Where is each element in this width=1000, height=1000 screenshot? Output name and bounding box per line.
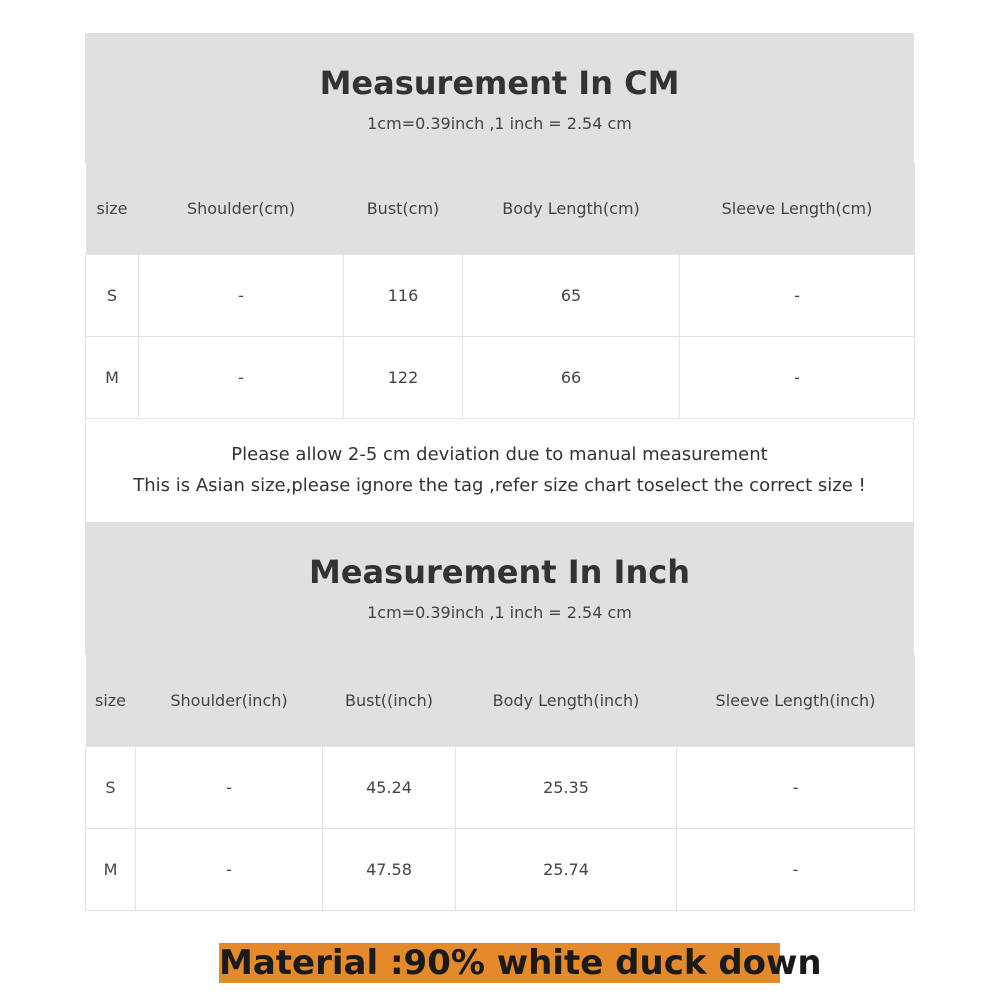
header-sleeve-length: Sleeve Length(cm) bbox=[680, 163, 915, 255]
inch-size-table bbox=[85, 655, 915, 911]
cm-title-area bbox=[85, 33, 914, 163]
cell-body-length: 66 bbox=[463, 337, 680, 419]
cell-sleeve-length: - bbox=[680, 337, 915, 419]
header-size: size bbox=[86, 163, 139, 255]
cell-bust: 116 bbox=[344, 255, 463, 337]
cell-shoulder: - bbox=[139, 255, 344, 337]
inch-table-title: Measurement In Inch bbox=[309, 553, 690, 591]
cell-shoulder: - bbox=[136, 829, 323, 911]
material-label: Material :90% white duck down bbox=[219, 943, 822, 983]
cell-size: S bbox=[86, 255, 139, 337]
asian-size-note: This is Asian size,please ignore the tag ,refer size chart toselect the correct size ! bbox=[133, 475, 866, 496]
table-row bbox=[86, 255, 915, 337]
cell-bust: 45.24 bbox=[323, 747, 456, 829]
table-row bbox=[86, 337, 915, 419]
header-shoulder: Shoulder(cm) bbox=[139, 163, 344, 255]
cell-size: M bbox=[86, 337, 139, 419]
header-shoulder: Shoulder(inch) bbox=[136, 655, 323, 747]
header-bust: Bust(cm) bbox=[344, 163, 463, 255]
cell-bust: 47.58 bbox=[323, 829, 456, 911]
cell-bust: 122 bbox=[344, 337, 463, 419]
cell-size: M bbox=[86, 829, 136, 911]
inch-table-section bbox=[85, 522, 914, 911]
cell-sleeve-length: - bbox=[677, 747, 915, 829]
inch-table-subtitle: 1cm=0.39inch ,1 inch = 2.54 cm bbox=[367, 603, 632, 622]
header-size: size bbox=[86, 655, 136, 747]
cm-table-title: Measurement In CM bbox=[319, 64, 680, 102]
inch-title-area bbox=[85, 522, 914, 655]
table-header-row bbox=[86, 655, 915, 747]
table-header-row bbox=[86, 163, 915, 255]
cm-size-table bbox=[85, 163, 915, 419]
deviation-note: Please allow 2-5 cm deviation due to manual measurement bbox=[231, 444, 768, 465]
header-sleeve-length: Sleeve Length(inch) bbox=[677, 655, 915, 747]
cell-body-length: 25.35 bbox=[456, 747, 677, 829]
header-body-length: Body Length(inch) bbox=[456, 655, 677, 747]
cell-sleeve-length: - bbox=[677, 829, 915, 911]
table-row bbox=[86, 747, 915, 829]
cell-size: S bbox=[86, 747, 136, 829]
cell-shoulder: - bbox=[136, 747, 323, 829]
cm-table-subtitle: 1cm=0.39inch ,1 inch = 2.54 cm bbox=[367, 114, 632, 133]
cell-body-length: 25.74 bbox=[456, 829, 677, 911]
measurement-notes bbox=[85, 419, 914, 522]
cell-body-length: 65 bbox=[463, 255, 680, 337]
table-row bbox=[86, 829, 915, 911]
cell-shoulder: - bbox=[139, 337, 344, 419]
header-body-length: Body Length(cm) bbox=[463, 163, 680, 255]
cm-table-section bbox=[85, 33, 914, 419]
header-bust: Bust((inch) bbox=[323, 655, 456, 747]
cell-sleeve-length: - bbox=[680, 255, 915, 337]
